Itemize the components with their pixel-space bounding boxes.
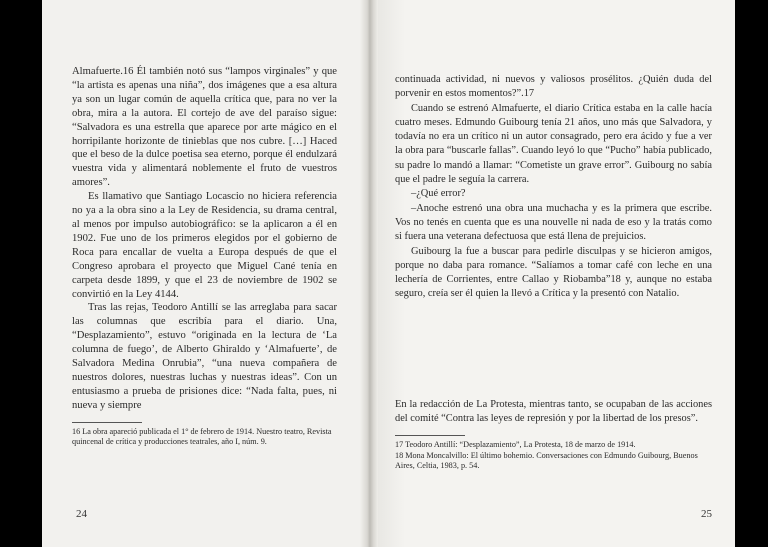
paragraph: continuada actividad, ni nuevos y valiosos prosélitos. ¿Quién duda del porvenir en estos momentos?”.17 (395, 74, 712, 100)
footnote-17: 17 Teodoro Antillí: “Desplazamiento”, La Protesta, 18 de marzo de 1914. (395, 440, 636, 450)
paragraph: Almafuerte.16 Él también notó sus “lampos virginales” y que “la artista es apenas una niña”, dos imágenes que a esa altura ya son un lugar común de aquella crítica que, para no ver la obra, mira a la autora. El cortejo de ave del paraíso sigue: “Salvadora es una estrella que aparece por arte mágico en el horripilante horizonte de tinieblas que nos cubre. […] Haced que el beso de la dulce poetisa sea eterno, porque él endulzará vuestra vida y alimentará noblemente el fruto de vuestros amores”. (72, 66, 337, 189)
footnote-rule (395, 435, 465, 436)
footnote-16: 16 La obra apareció publicada el 1° de febrero de 1914. Nuestro teatro, Revista quincenal de crítica y producciones teatrales, año I, núm. 9. (72, 426, 332, 446)
footnote-rule (72, 422, 142, 423)
dialogue-line: –Anoche estrenó una obra una muchacha y es la primera que escribe. Vos no tenés en cuenta que es una nouvelle ni nada de eso y la tratás como si fuera una veterana defectuosa que está llena de prejuicios. (395, 202, 712, 243)
book-gutter (360, 0, 378, 547)
paragraph: Tras las rejas, Teodoro Antillí se las arreglaba para sacar las columnas que escribía para el diario. Una, “Desplazamiento”, estuvo “originada en la lectura de ‘La columna de fuego’, de Alberto Ghiraldo y ‘Almafuerte’, de Salvadora Medina Onrubia”, “una nueva compañera de nuestros dolores, nuestras luchas y nuestras ideas”. Con un entusiasmo a prueba de prisiones dice: “Nada falta, pues, ni nueva y siempre (72, 302, 337, 411)
left-text-column (72, 65, 337, 447)
right-page (365, 0, 735, 547)
page-number-left: 24 (76, 508, 87, 520)
paragraph: Cuando se estrenó Almafuerte, el diario Crítica estaba en la calle hacía cuatro meses. Edmundo Guibourg tenía 21 años, uno más que Salvadora, y todavía no era un crítico ni un autor consagrado, pero era ácido y fue a ver la obra para “buscarle fallas”. Cuando leyó lo que “Pucho” había publicado, su padre lo mandó a llamar: “Cometiste un grave error”. Guibourg no sabía que el padre le seguía la carrera. (395, 102, 712, 186)
paragraph: En la redacción de La Protesta, mientras tanto, se ocupaban de las acciones del comité “Contra las leyes de represión y por la libertad de los presos”. (395, 398, 712, 425)
left-page (42, 0, 372, 547)
paragraph: Guibourg la fue a buscar para pedirle disculpas y se hicieron amigos, porque no daba para romance. “Salíamos a tomar café con leche en una lechería de Corrientes, entre Callao y Riobamba”18 y, aunque no estaba seguro, creía ser él quien la llevó a Crítica y la presentó con Natalio. (395, 245, 712, 300)
dialogue-line: –¿Qué error? (411, 188, 466, 200)
paragraph: Es llamativo que Santiago Locascio no hiciera referencia no ya a la obra sino a la Ley de Residencia, su drama central, al menos por impulso autobiográfico: se la aplicaron a él en 1902. Fue uno de los primeros elegidos por el gobierno de Roca para encallar de vuelta a Europa después de que el Congreso aprobara el proyecto que Miguel Cané tenía en carpeta desde 1899, y que el 23 de noviembre de 1902 se convirtió en la Ley 4144. (72, 191, 337, 300)
section-break (395, 302, 712, 398)
footnote-18: 18 Mona Moncalvillo: El último bohemio. Conversaciones con Edmundo Guibourg, Buenos Aires, Celtia, 1983, p. 54. (395, 450, 698, 471)
right-text-column (395, 73, 712, 472)
page-number-right: 25 (701, 508, 712, 520)
